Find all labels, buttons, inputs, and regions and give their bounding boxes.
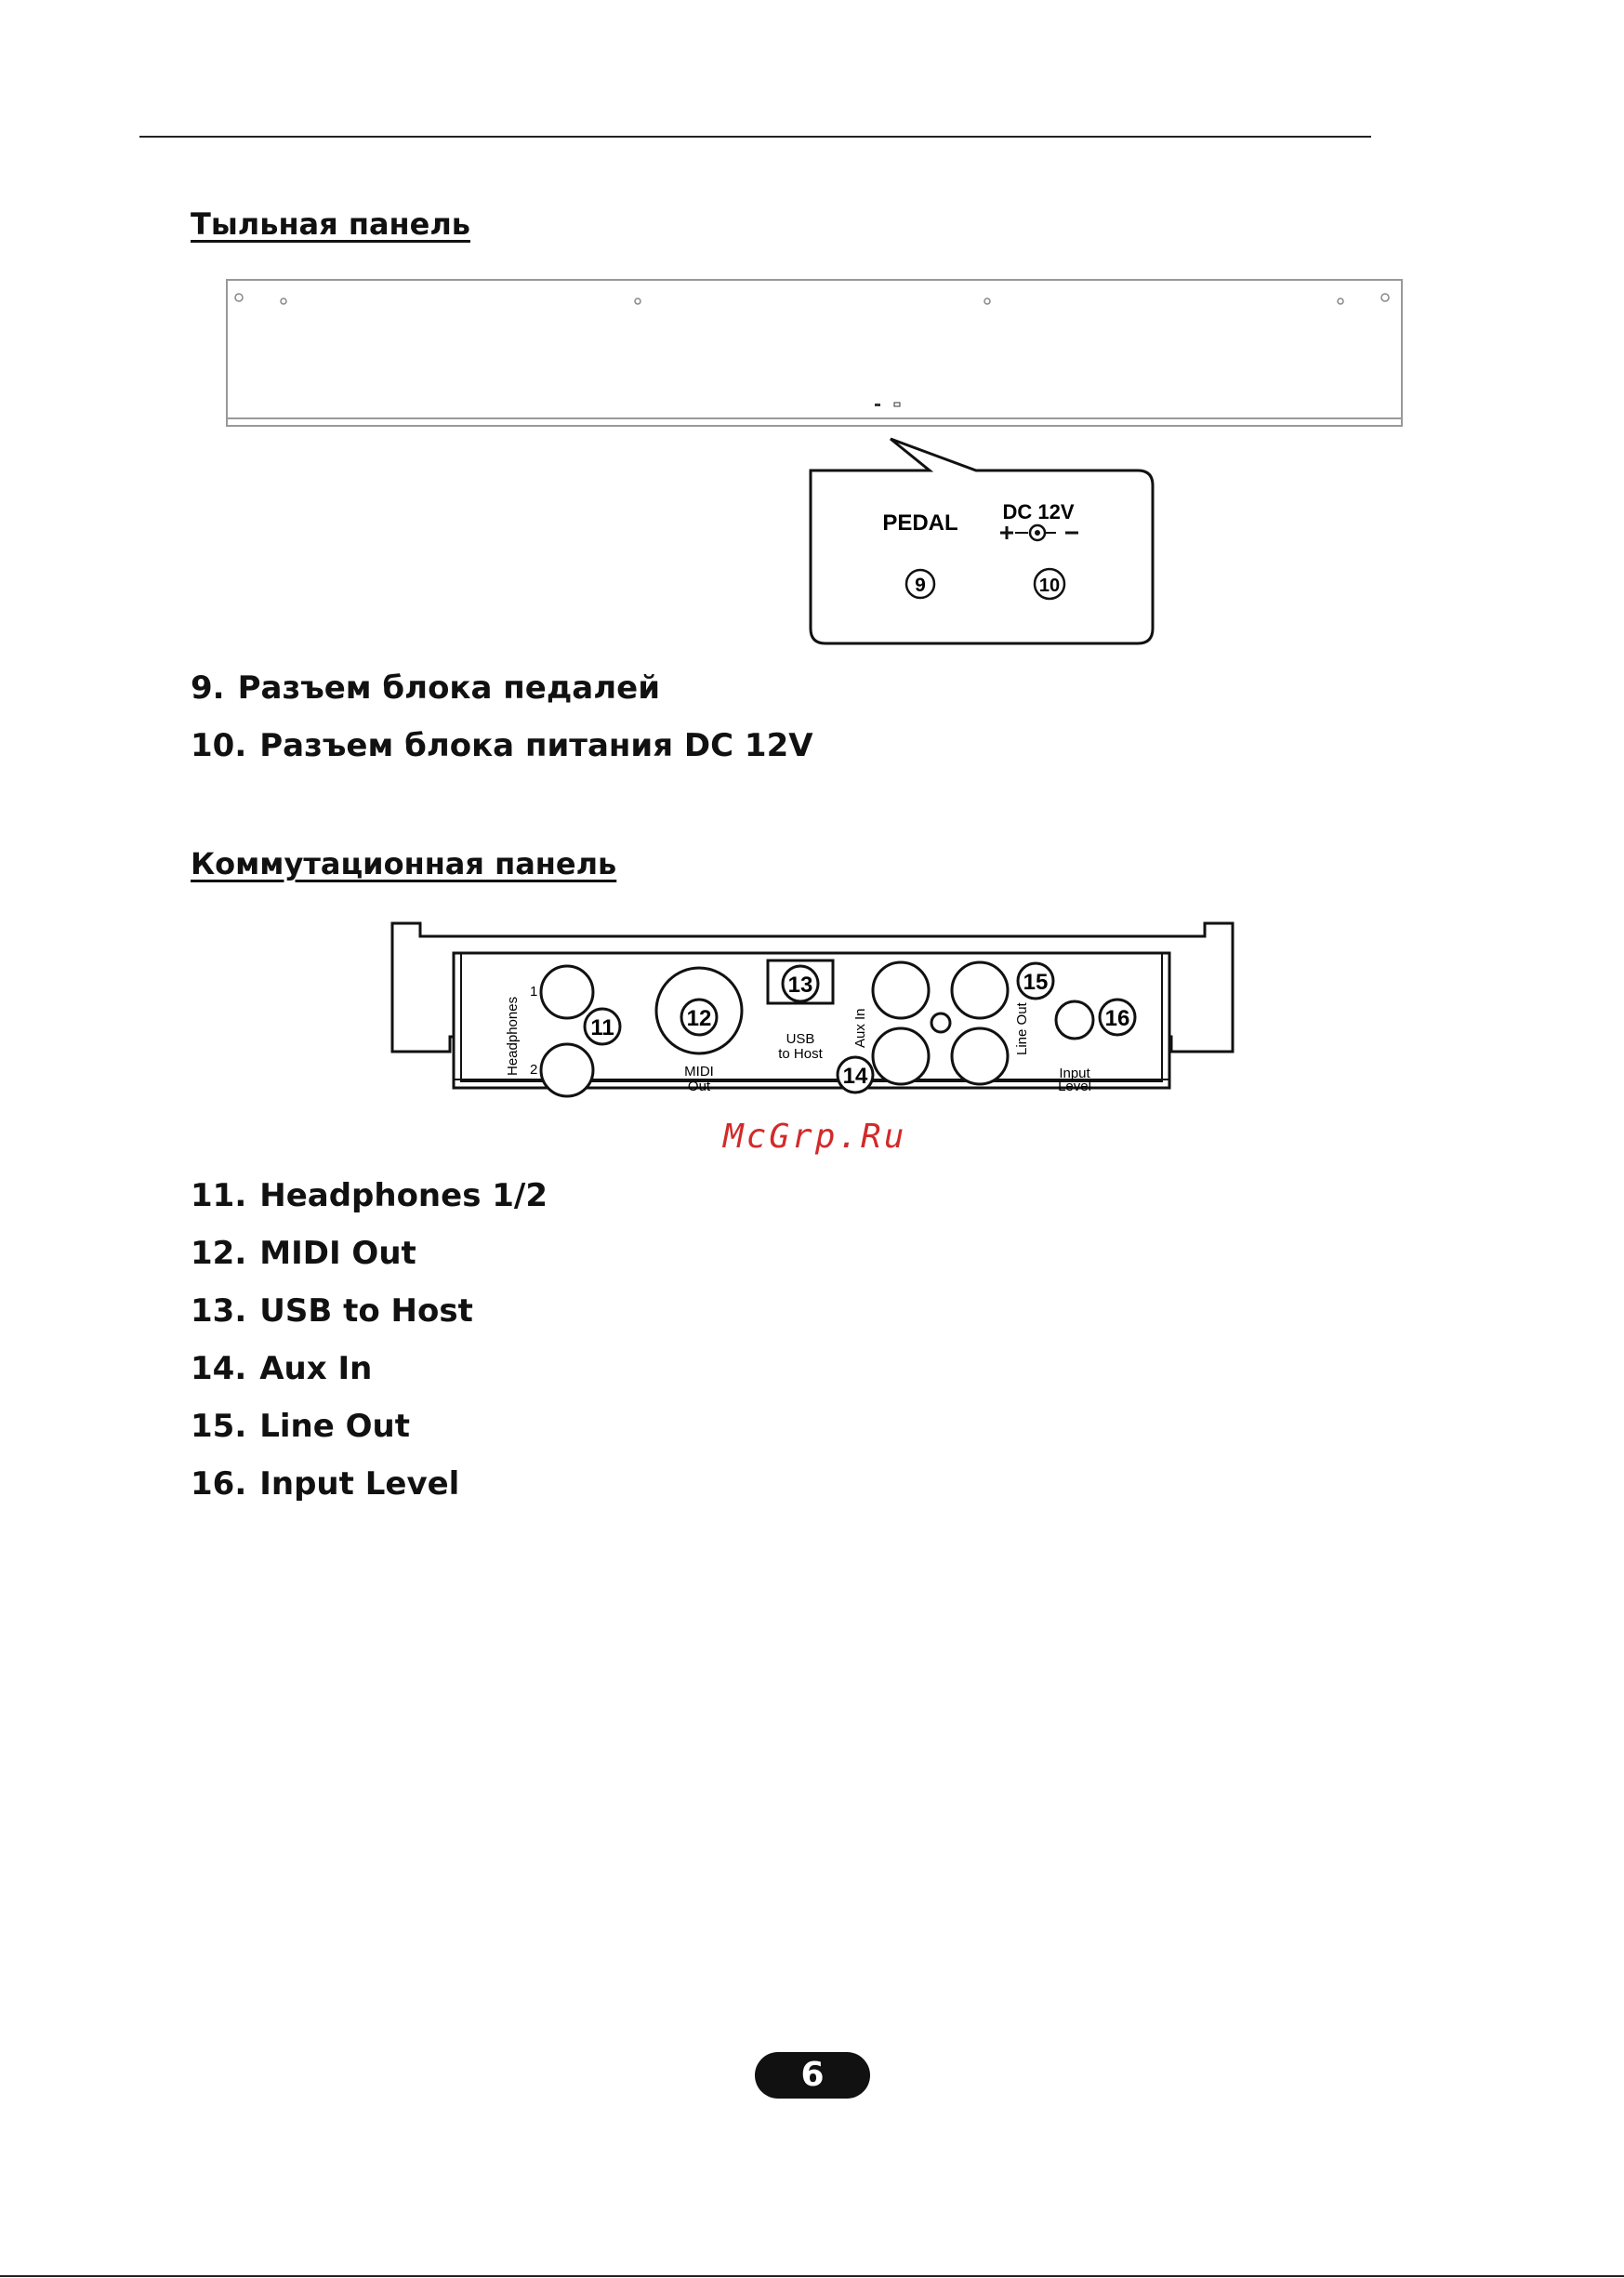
- svg-text:1: 1: [530, 984, 538, 1000]
- list-item: 14. Aux In: [191, 1350, 373, 1387]
- watermark: McGrp.Ru: [723, 1118, 907, 1156]
- list-item: 10. Разъем блока питания DC 12V: [191, 727, 813, 764]
- list-item: 9. Разъем блока педалей: [191, 669, 661, 707]
- svg-text:Input: Input: [1059, 1066, 1090, 1081]
- list-item: 16. Input Level: [191, 1465, 460, 1503]
- svg-text:2: 2: [530, 1062, 538, 1078]
- connector-panel-title: Коммутационная панель: [191, 846, 617, 881]
- aux-in-label: Aux In: [852, 1008, 868, 1048]
- aux-in-jack-1: [873, 962, 929, 1018]
- list-item: 15. Line Out: [191, 1408, 411, 1445]
- dc-label: DC 12V: [1002, 500, 1075, 523]
- badge-10: [1035, 569, 1064, 599]
- headphone-jack-2: [541, 1044, 593, 1096]
- list-item: 11. Headphones 1/2: [191, 1177, 548, 1214]
- svg-text:9: 9: [915, 575, 926, 596]
- line-out-jack-2: [952, 1028, 1008, 1084]
- svg-text:USB: USB: [786, 1031, 815, 1047]
- badge-12: [681, 1000, 717, 1035]
- svg-text:15: 15: [1023, 970, 1049, 995]
- list-item: 13. USB to Host: [191, 1292, 473, 1330]
- rear-panel-title: Тыльная панель: [191, 206, 471, 242]
- aux-in-jack-2: [873, 1028, 929, 1084]
- headphones-label: Headphones: [505, 996, 521, 1076]
- rear-panel-diagram: [0, 270, 1624, 660]
- bottom-rule: [0, 2275, 1624, 2277]
- svg-text:10: 10: [1038, 576, 1061, 596]
- badge-15: [1018, 963, 1053, 999]
- top-rule: [139, 136, 1371, 138]
- svg-text:13: 13: [787, 973, 813, 998]
- svg-text:12: 12: [686, 1006, 712, 1031]
- pedal-label: PEDAL: [882, 510, 958, 536]
- badge-16: [1100, 1000, 1135, 1035]
- line-out-jack-1: [952, 962, 1008, 1018]
- badge-9: [906, 570, 934, 598]
- svg-text:MIDI: MIDI: [684, 1064, 714, 1079]
- badge-14: [838, 1057, 873, 1093]
- connector-panel-diagram: [0, 916, 1624, 1130]
- svg-text:16: 16: [1104, 1006, 1130, 1031]
- headphone-jack-1: [541, 966, 593, 1018]
- svg-text:11: 11: [590, 1015, 614, 1040]
- badge-13: [783, 966, 818, 1001]
- list-item: 12. MIDI Out: [191, 1235, 416, 1272]
- svg-text:Level: Level: [1058, 1079, 1091, 1094]
- input-level-knob: [1056, 1001, 1093, 1039]
- badge-11: [585, 1009, 620, 1044]
- page-number: 6: [755, 2052, 870, 2099]
- svg-text:14: 14: [842, 1064, 868, 1089]
- line-out-label: Line Out: [1014, 1002, 1030, 1055]
- svg-text:Out: Out: [687, 1079, 711, 1094]
- svg-text:to Host: to Host: [778, 1046, 823, 1062]
